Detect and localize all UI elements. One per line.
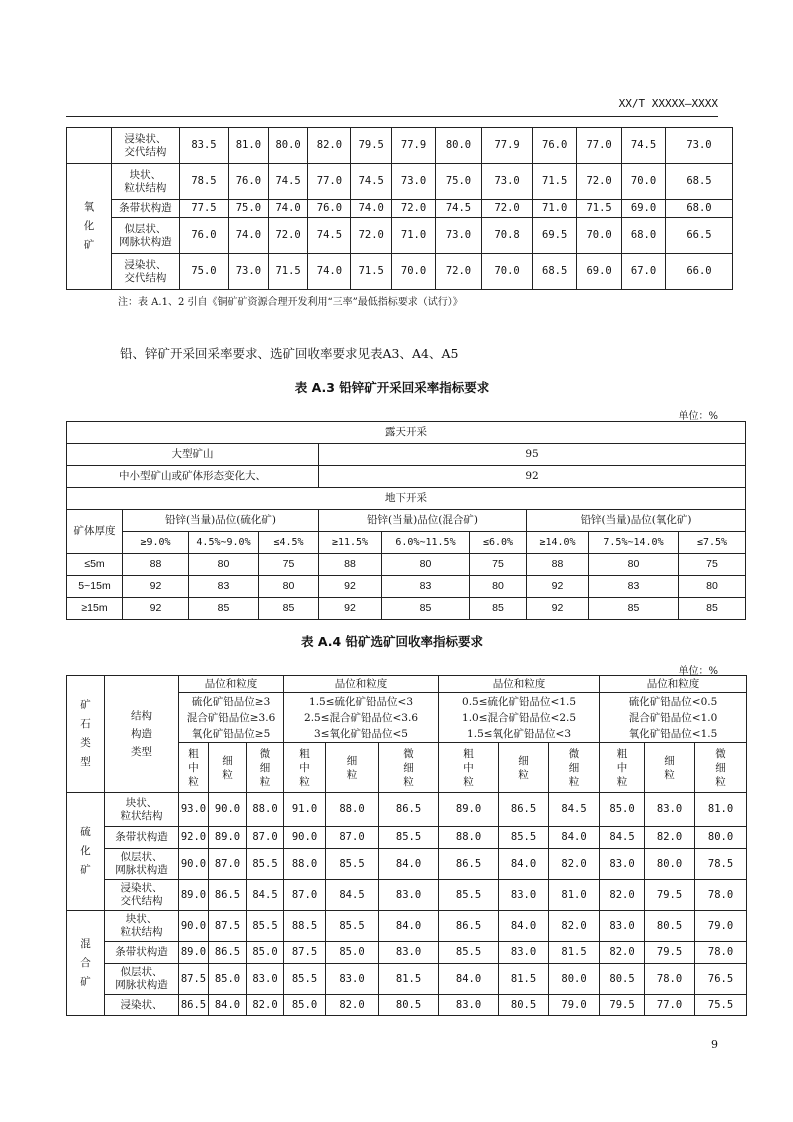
table-row (67, 576, 746, 598)
mine-scale-label: 大型矿山 (67, 444, 319, 466)
grain-size-header: 细 粒 (209, 743, 247, 793)
value-cell: 85.5 (499, 827, 549, 849)
value-cell: 72.0 (436, 254, 482, 290)
value-cell: 74.5 (268, 164, 308, 200)
value-cell: 88.0 (439, 827, 499, 849)
grade-grain-header: 品位和粒度 (179, 676, 284, 693)
table-row (67, 793, 747, 827)
grain-size-header: 微 细 粒 (379, 743, 439, 793)
value-cell: 68.5 (533, 254, 577, 290)
value-cell: 85.5 (326, 911, 379, 942)
value-cell: 84.5 (600, 827, 645, 849)
table-row (67, 422, 746, 444)
table-row (67, 254, 733, 290)
grain-size-header: 微 细 粒 (549, 743, 600, 793)
value-cell: 78.0 (695, 942, 747, 964)
value-cell: 82.0 (326, 995, 379, 1016)
value-cell: 84.0 (379, 911, 439, 942)
grade-grain-header: 品位和粒度 (284, 676, 439, 693)
value-cell: 85 (259, 598, 319, 620)
value-cell: 71.5 (351, 254, 392, 290)
value-cell: 86.5 (379, 793, 439, 827)
value-cell: 69.0 (622, 200, 666, 218)
grain-size-header: 粗 中 粒 (179, 743, 209, 793)
underground-header: 地下开采 (67, 488, 746, 510)
value-cell: 77.9 (392, 128, 436, 164)
value-cell: 80.0 (549, 964, 600, 995)
value-cell: 80 (679, 576, 746, 598)
table-a3-title: 表 A.3 铅锌矿开采回采率指标要求 (294, 380, 490, 395)
value-cell: 85.5 (247, 911, 284, 942)
value-cell: 80 (189, 554, 259, 576)
value-cell: 87.0 (284, 880, 326, 911)
value-cell: 85.5 (247, 849, 284, 880)
value-cell: 81.5 (549, 942, 600, 964)
grade-range-header: ≥11.5% (319, 532, 382, 554)
value-cell: 92 (319, 466, 746, 488)
mine-scale-label: 中小型矿山或矿体形态变化大、 (67, 466, 319, 488)
value-cell: 88 (319, 554, 382, 576)
value-cell: 73.0 (392, 164, 436, 200)
value-cell: 72.0 (482, 200, 533, 218)
value-cell: 92 (123, 576, 189, 598)
thickness-range: ≥15m (67, 598, 123, 620)
value-cell: 85.5 (326, 849, 379, 880)
structure-type-header: 结构 构造 类型 (105, 676, 179, 793)
value-cell: 90.0 (179, 849, 209, 880)
value-cell: 85 (679, 598, 746, 620)
table-row (67, 964, 747, 995)
table-row (67, 849, 747, 880)
value-cell: 93.0 (179, 793, 209, 827)
value-cell: 88.0 (326, 793, 379, 827)
value-cell: 84.0 (549, 827, 600, 849)
value-cell: 79.5 (645, 880, 695, 911)
value-cell: 73.0 (482, 164, 533, 200)
value-cell: 70.8 (482, 218, 533, 254)
value-cell: 92.0 (179, 827, 209, 849)
value-cell: 83.0 (499, 942, 549, 964)
value-cell: 84.0 (499, 911, 549, 942)
standard-code: XX/T XXXXX—XXXX (618, 97, 718, 110)
structure-cell: 块状、 粒状结构 (111, 164, 179, 200)
value-cell: 84.0 (379, 849, 439, 880)
structure-cell: 似层状、 网脉状构造 (111, 218, 179, 254)
open-pit-header: 露天开采 (67, 422, 746, 444)
value-cell: 91.0 (284, 793, 326, 827)
value-cell: 80 (589, 554, 679, 576)
grain-size-header: 微 细 粒 (247, 743, 284, 793)
value-cell: 69.0 (577, 254, 622, 290)
value-cell: 85.0 (600, 793, 645, 827)
table-row (67, 200, 733, 218)
value-cell: 83.0 (379, 942, 439, 964)
value-cell: 85.5 (439, 880, 499, 911)
thickness-range: 5~15m (67, 576, 123, 598)
table-row (67, 218, 733, 254)
value-cell: 68.5 (665, 164, 732, 200)
value-cell: 82.0 (549, 911, 600, 942)
value-cell: 82.0 (645, 827, 695, 849)
value-cell: 75.0 (436, 164, 482, 200)
value-cell: 83.0 (600, 849, 645, 880)
value-cell: 90.0 (179, 911, 209, 942)
value-cell: 76.0 (179, 218, 228, 254)
value-cell: 75 (679, 554, 746, 576)
value-cell: 74.0 (268, 200, 308, 218)
table-row (67, 444, 746, 466)
value-cell: 81.0 (695, 793, 747, 827)
value-cell: 86.5 (179, 995, 209, 1016)
grain-size-header: 微 细 粒 (695, 743, 747, 793)
value-cell: 88.0 (247, 793, 284, 827)
table-row (67, 880, 747, 911)
grade-range-header: 硫化矿铅品位≥3 混合矿铅品位≥3.6 氧化矿铅品位≥5 (179, 693, 284, 743)
value-cell: 81.5 (499, 964, 549, 995)
value-cell: 76.0 (308, 200, 351, 218)
value-cell: 77.0 (577, 128, 622, 164)
table-row (67, 911, 747, 942)
value-cell: 79.5 (645, 942, 695, 964)
value-cell: 72.0 (392, 200, 436, 218)
value-cell: 74.5 (308, 218, 351, 254)
value-cell: 78.0 (645, 964, 695, 995)
thickness-label: 矿体厚度 (67, 510, 123, 554)
value-cell: 71.5 (577, 200, 622, 218)
value-cell: 85.0 (209, 964, 247, 995)
structure-cell: 似层状、 网脉状构造 (105, 849, 179, 880)
value-cell: 70.0 (482, 254, 533, 290)
value-cell: 83.0 (600, 911, 645, 942)
grade-range-header: 4.5%~9.0% (189, 532, 259, 554)
ore-type-header: 矿 石 类 型 (67, 676, 105, 793)
value-cell: 82.0 (549, 849, 600, 880)
value-cell: 70.0 (622, 164, 666, 200)
value-cell: 88.0 (284, 849, 326, 880)
value-cell: 75.5 (695, 995, 747, 1016)
grade-range-header: 6.0%~11.5% (382, 532, 470, 554)
value-cell: 88 (527, 554, 589, 576)
value-cell: 85.0 (326, 942, 379, 964)
value-cell: 90.0 (209, 793, 247, 827)
value-cell: 80.5 (645, 911, 695, 942)
value-cell: 80 (470, 576, 527, 598)
table-a4 (66, 675, 747, 1016)
value-cell: 90.0 (284, 827, 326, 849)
grain-size-header: 细 粒 (645, 743, 695, 793)
table-row (67, 164, 733, 200)
value-cell: 71.5 (533, 164, 577, 200)
table-a4-unit: 单位：% (678, 666, 718, 677)
value-cell: 75 (470, 554, 527, 576)
grade-range-header: 7.5%~14.0% (589, 532, 679, 554)
value-cell: 83.0 (439, 995, 499, 1016)
table-a3-unit: 单位：% (678, 411, 718, 422)
grade-group-header: 铅锌(当量)品位(氧化矿) (527, 510, 746, 532)
value-cell: 66.5 (665, 218, 732, 254)
value-cell: 78.5 (695, 849, 747, 880)
value-cell: 80.5 (379, 995, 439, 1016)
value-cell: 74.0 (351, 200, 392, 218)
grain-size-header: 粗 中 粒 (439, 743, 499, 793)
grade-range-header: ≤4.5% (259, 532, 319, 554)
value-cell: 83 (589, 576, 679, 598)
value-cell: 74.0 (229, 218, 269, 254)
value-cell: 83.0 (379, 880, 439, 911)
value-cell: 80 (259, 576, 319, 598)
structure-cell: 条带状构造 (105, 942, 179, 964)
value-cell: 74.5 (436, 200, 482, 218)
value-cell: 88 (123, 554, 189, 576)
grade-range-header: ≤6.0% (470, 532, 527, 554)
value-cell: 86.5 (209, 942, 247, 964)
table-row (67, 942, 747, 964)
table-a4-title: 表 A.4 铅矿选矿回收率指标要求 (300, 634, 484, 649)
value-cell: 77.9 (482, 128, 533, 164)
grade-range-header: 硫化矿铅品位<0.5 混合矿铅品位<1.0 氧化矿铅品位<1.5 (600, 693, 747, 743)
structure-cell: 条带状构造 (111, 200, 179, 218)
structure-cell: 浸染状、 交代结构 (105, 880, 179, 911)
value-cell: 76.0 (533, 128, 577, 164)
value-cell: 82.0 (600, 880, 645, 911)
value-cell: 68.0 (665, 200, 732, 218)
value-cell: 74.5 (351, 164, 392, 200)
grade-range-header: 0.5≤硫化矿铅品位<1.5 1.0≤混合矿铅品位<2.5 1.5≤氧化矿铅品位<3 (439, 693, 600, 743)
structure-cell: 似层状、 网脉状构造 (105, 964, 179, 995)
value-cell: 80 (382, 554, 470, 576)
value-cell: 86.5 (499, 793, 549, 827)
thickness-range: ≤5m (67, 554, 123, 576)
value-cell: 85.5 (284, 964, 326, 995)
value-cell: 83 (189, 576, 259, 598)
value-cell: 85 (189, 598, 259, 620)
value-cell: 75.0 (179, 254, 228, 290)
value-cell: 79.0 (695, 911, 747, 942)
value-cell: 79.5 (600, 995, 645, 1016)
value-cell: 83.0 (645, 793, 695, 827)
value-cell: 87.5 (179, 964, 209, 995)
value-cell: 86.5 (209, 880, 247, 911)
value-cell: 87.5 (209, 911, 247, 942)
value-cell: 80.0 (695, 827, 747, 849)
value-cell: 92 (527, 598, 589, 620)
grade-range-header: 1.5≤硫化矿铅品位<3 2.5≤混合矿铅品位<3.6 3≤氧化矿铅品位<5 (284, 693, 439, 743)
structure-cell: 条带状构造 (105, 827, 179, 849)
structure-cell: 块状、 粒状结构 (105, 911, 179, 942)
grain-size-header: 粗 中 粒 (284, 743, 326, 793)
structure-cell: 浸染状、 交代结构 (111, 254, 179, 290)
ore-type-label: 混 合 矿 (67, 911, 105, 1016)
value-cell: 95 (319, 444, 746, 466)
value-cell: 70.0 (577, 218, 622, 254)
value-cell: 81.5 (379, 964, 439, 995)
grade-grain-header: 品位和粒度 (600, 676, 747, 693)
value-cell: 71.0 (392, 218, 436, 254)
value-cell: 87.0 (326, 827, 379, 849)
value-cell: 83 (382, 576, 470, 598)
value-cell: 72.0 (351, 218, 392, 254)
grade-range-header: ≥14.0% (527, 532, 589, 554)
header-rule (66, 116, 718, 117)
value-cell: 85.5 (439, 942, 499, 964)
value-cell: 85.0 (247, 942, 284, 964)
value-cell: 67.0 (622, 254, 666, 290)
value-cell: 73.0 (229, 254, 269, 290)
value-cell: 74.0 (308, 254, 351, 290)
grade-range-header: ≥9.0% (123, 532, 189, 554)
value-cell: 84.5 (247, 880, 284, 911)
table-row (67, 488, 746, 510)
value-cell: 80.0 (268, 128, 308, 164)
value-cell: 82.0 (308, 128, 351, 164)
value-cell: 71.0 (533, 200, 577, 218)
value-cell: 89.0 (179, 942, 209, 964)
value-cell: 73.0 (665, 128, 732, 164)
value-cell: 92 (319, 598, 382, 620)
value-cell: 84.0 (209, 995, 247, 1016)
table-a2-continuation (66, 127, 733, 290)
value-cell: 73.0 (436, 218, 482, 254)
grade-range-header: ≤7.5% (679, 532, 746, 554)
grain-size-header: 细 粒 (499, 743, 549, 793)
value-cell: 80.0 (645, 849, 695, 880)
table-row (67, 466, 746, 488)
value-cell: 87.0 (209, 849, 247, 880)
value-cell: 74.5 (622, 128, 666, 164)
value-cell: 71.5 (268, 254, 308, 290)
value-cell: 70.0 (392, 254, 436, 290)
structure-cell: 块状、 粒状结构 (105, 793, 179, 827)
value-cell: 69.5 (533, 218, 577, 254)
value-cell: 84.5 (549, 793, 600, 827)
value-cell: 85.0 (284, 995, 326, 1016)
page-number: 9 (711, 1038, 718, 1051)
value-cell: 89.0 (179, 880, 209, 911)
value-cell: 75.0 (229, 200, 269, 218)
value-cell: 77.0 (645, 995, 695, 1016)
value-cell: 80.5 (499, 995, 549, 1016)
structure-cell: 浸染状、 交代结构 (111, 128, 179, 164)
value-cell: 92 (319, 576, 382, 598)
value-cell: 86.5 (439, 849, 499, 880)
value-cell: 78.0 (695, 880, 747, 911)
value-cell: 87.0 (247, 827, 284, 849)
value-cell: 81.0 (549, 880, 600, 911)
grain-size-header: 细 粒 (326, 743, 379, 793)
value-cell: 79.5 (351, 128, 392, 164)
value-cell: 68.0 (622, 218, 666, 254)
value-cell: 82.0 (247, 995, 284, 1016)
grade-group-header: 铅锌(当量)品位(混合矿) (319, 510, 527, 532)
table-note: 注：表 A.1、2 引自《铜矿矿资源合理开发利用“三率”最低指标要求（试行）》 (118, 297, 463, 308)
value-cell: 83.5 (179, 128, 228, 164)
value-cell: 83.0 (499, 880, 549, 911)
value-cell: 85 (470, 598, 527, 620)
value-cell: 80.0 (436, 128, 482, 164)
value-cell: 77.5 (179, 200, 228, 218)
table-a3 (66, 421, 746, 620)
value-cell: 84.5 (326, 880, 379, 911)
table-row (67, 676, 747, 693)
body-paragraph: 铅、锌矿开采回采率要求、选矿回收率要求见表A3、A4、A5 (120, 346, 459, 361)
value-cell: 87.5 (284, 942, 326, 964)
value-cell: 75 (259, 554, 319, 576)
table-row (67, 598, 746, 620)
value-cell: 85 (382, 598, 470, 620)
value-cell: 83.0 (326, 964, 379, 995)
value-cell: 80.5 (600, 964, 645, 995)
empty-cell (67, 128, 112, 164)
value-cell: 76.5 (695, 964, 747, 995)
table-row (67, 554, 746, 576)
value-cell: 72.0 (268, 218, 308, 254)
value-cell: 89.0 (439, 793, 499, 827)
structure-cell: 浸染状、 (105, 995, 179, 1016)
value-cell: 82.0 (600, 942, 645, 964)
ore-type-label: 氧 化 矿 (67, 164, 112, 290)
grain-size-header: 粗 中 粒 (600, 743, 645, 793)
value-cell: 81.0 (229, 128, 269, 164)
value-cell: 85 (589, 598, 679, 620)
value-cell: 77.0 (308, 164, 351, 200)
value-cell: 83.0 (247, 964, 284, 995)
value-cell: 84.0 (439, 964, 499, 995)
table-row (67, 827, 747, 849)
grade-grain-header: 品位和粒度 (439, 676, 600, 693)
table-row (67, 532, 746, 554)
value-cell: 79.0 (549, 995, 600, 1016)
value-cell: 72.0 (577, 164, 622, 200)
table-row (67, 995, 747, 1016)
value-cell: 76.0 (229, 164, 269, 200)
value-cell: 92 (527, 576, 589, 598)
value-cell: 66.0 (665, 254, 732, 290)
table-row (67, 128, 733, 164)
value-cell: 88.5 (284, 911, 326, 942)
value-cell: 89.0 (209, 827, 247, 849)
ore-type-label: 硫 化 矿 (67, 793, 105, 911)
value-cell: 85.5 (379, 827, 439, 849)
value-cell: 92 (123, 598, 189, 620)
value-cell: 86.5 (439, 911, 499, 942)
grade-group-header: 铅锌(当量)品位(硫化矿) (123, 510, 319, 532)
value-cell: 78.5 (179, 164, 228, 200)
table-row (67, 510, 746, 532)
value-cell: 84.0 (499, 849, 549, 880)
